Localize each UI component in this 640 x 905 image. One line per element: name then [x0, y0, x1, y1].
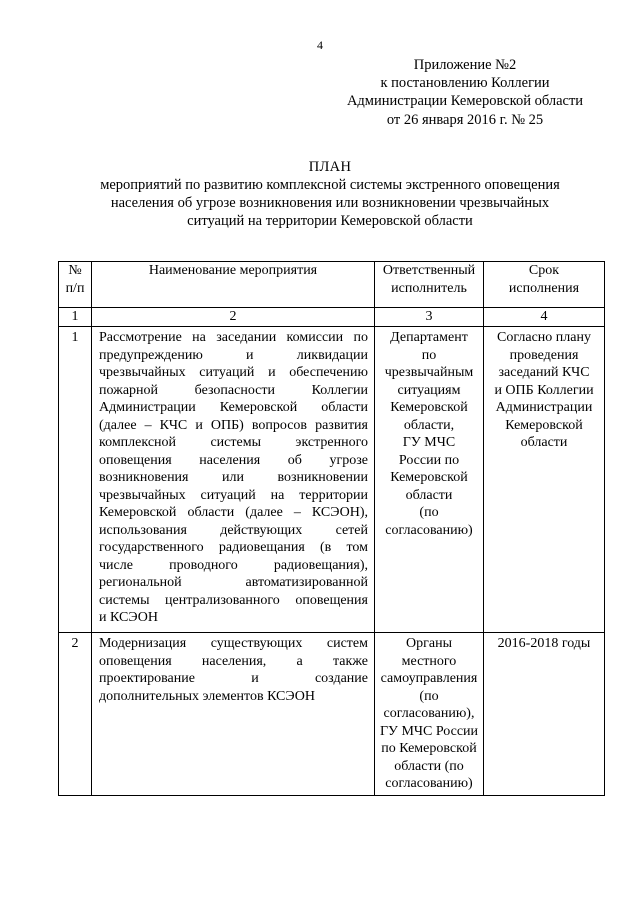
- activity-name-line: пожарной безопасности Коллегии: [99, 382, 368, 398]
- responsible-line: местного: [401, 653, 457, 669]
- plan-subtitle-line: населения об угрозе возникновения или возникновении чрезвычайных: [110, 195, 550, 211]
- responsible-line: согласованию): [385, 776, 473, 791]
- activity-name-line: использования действующих сетей: [99, 522, 368, 538]
- header-responsible-line: исполнитель: [391, 280, 467, 296]
- activity-name-line: оповещения населения, а также: [99, 653, 368, 669]
- activity-name-line: комплексной системы экстренного: [99, 435, 368, 450]
- activity-name-line: возникновения или возникновении: [99, 470, 368, 485]
- table-row: [59, 327, 605, 633]
- activity-name-line: Модернизация существующих систем: [99, 636, 368, 651]
- term-line: проведения: [509, 347, 579, 363]
- term-line: и ОПБ Коллегии: [494, 382, 594, 398]
- responsible-line: по: [421, 347, 437, 363]
- responsible-line: (по: [419, 688, 439, 704]
- responsible-line: согласованию),: [383, 706, 475, 721]
- column-index-row: [59, 308, 605, 327]
- plan-title: ПЛАН: [308, 159, 352, 175]
- header-num: [59, 262, 92, 308]
- activity-name-line: чрезвычайных ситуаций и обеспечению: [99, 365, 368, 380]
- activity-name-line: региональной автоматизированной: [99, 575, 368, 590]
- header-num-line: п/п: [65, 280, 85, 296]
- activity-name-line: проектирование и создание: [99, 671, 368, 686]
- responsible-line: согласованию): [385, 522, 473, 538]
- term-line: заседаний КЧС: [498, 365, 590, 380]
- responsible-line: ГУ МЧС России: [379, 723, 479, 739]
- activity-name-line: оповещения населения об угрозе: [99, 452, 368, 468]
- responsible-line: области: [405, 487, 453, 503]
- activity-name-line: и КСЭОН: [99, 610, 158, 625]
- appendix-line: Администрации Кемеровской области: [346, 93, 584, 110]
- appendix-block: [300, 56, 630, 129]
- plan-subtitle: [60, 176, 600, 230]
- activity-name-line: (далее – КЧС и ОПБ) вопросов развития: [99, 417, 368, 433]
- activity-name-line: Рассмотрение на заседании комиссии по: [99, 330, 368, 345]
- header-num-line: №: [68, 263, 82, 278]
- plan-subtitle-line: мероприятий по развитию комплексной системы экстренного оповещения: [100, 177, 560, 193]
- responsible-executor: [375, 633, 484, 796]
- header-term: [484, 262, 605, 308]
- responsible-line: по Кемеровской: [381, 741, 477, 756]
- term-line: Кемеровской: [505, 417, 583, 433]
- page-number: 4: [317, 38, 323, 52]
- responsible-line: ситуациям: [397, 382, 461, 398]
- responsible-line: Органы: [406, 636, 452, 651]
- responsible-line: области,: [403, 417, 455, 433]
- term-line: области: [520, 435, 568, 450]
- column-index-cell: 2: [92, 308, 375, 327]
- execution-term: [484, 327, 605, 633]
- activity-name-line: дополнительных элементов КСЭОН: [99, 688, 316, 704]
- responsible-line: области (по: [394, 758, 464, 774]
- header-term-line: исполнения: [508, 280, 580, 296]
- appendix-line: к постановлению Коллегии: [380, 75, 550, 92]
- header-responsible-line: Ответственный: [382, 263, 476, 278]
- activity-name-line: Администрации Кемеровской области: [99, 400, 368, 415]
- plan-subtitle-line: ситуаций на территории Кемеровской области: [187, 213, 473, 229]
- plan-heading: [60, 158, 600, 230]
- header-term-line: Срок: [528, 263, 560, 278]
- term-line: 2016-2018 годы: [497, 636, 591, 651]
- plan-table: [58, 261, 605, 796]
- term-line: Согласно плану: [497, 330, 591, 345]
- appendix-line: от 26 января 2016 г. № 25: [386, 111, 544, 128]
- header-name: Наименование мероприятия: [92, 262, 375, 308]
- activity-name-line: чрезвычайных ситуаций на территории: [99, 487, 368, 503]
- table-row: [59, 633, 605, 796]
- responsible-line: чрезвычайным: [384, 365, 474, 380]
- responsible-line: России по: [398, 452, 460, 468]
- activity-name-line: системы централизованного оповещения: [99, 592, 368, 608]
- header-responsible: [375, 262, 484, 308]
- responsible-executor: [375, 327, 484, 633]
- appendix-line: Приложение №2: [413, 57, 517, 73]
- table-header-row: [59, 262, 605, 308]
- execution-term: [484, 633, 605, 796]
- column-index-cell: 1: [59, 308, 92, 327]
- responsible-line: самоуправления: [380, 671, 478, 686]
- activity-name-line: предупреждению и ликвидации: [99, 347, 368, 363]
- row-number: 2: [59, 633, 92, 796]
- responsible-line: Кемеровской: [390, 470, 468, 485]
- activity-name: [92, 633, 375, 796]
- activity-name-line: Кемеровской области (далее – КСЭОН),: [99, 505, 368, 520]
- column-index-cell: 3: [375, 308, 484, 327]
- activity-name-line: государственного радиовещания (в том: [99, 540, 368, 555]
- responsible-line: Департамент: [390, 330, 468, 345]
- row-number: 1: [59, 327, 92, 633]
- activity-name-line: числе проводного радиовещания),: [99, 557, 368, 573]
- responsible-line: Кемеровской: [390, 400, 468, 415]
- column-index-cell: 4: [484, 308, 605, 327]
- term-line: Администрации: [495, 400, 593, 415]
- responsible-line: (по: [419, 505, 439, 520]
- activity-name: [92, 327, 375, 633]
- responsible-line: ГУ МЧС: [402, 435, 456, 450]
